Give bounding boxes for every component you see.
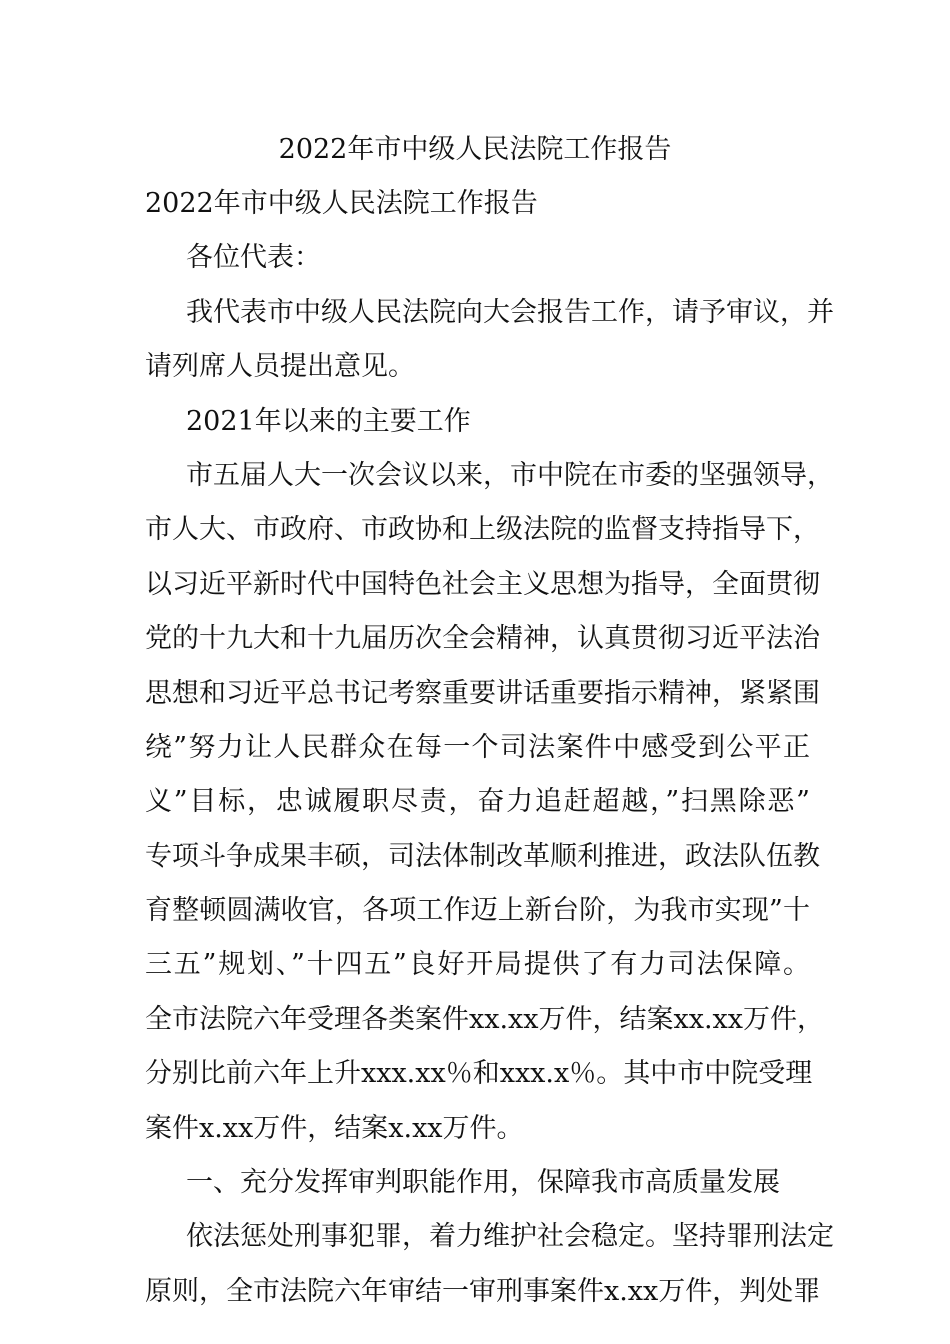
paragraph-line: 思想和习近平总书记考察重要讲话重要指示精神，紧紧围	[145, 677, 820, 709]
document-title: 2022年市中级人民法院工作报告	[278, 134, 672, 165]
paragraph-line: 三五”规划、”十四五”良好开局提供了有力司法保障。	[145, 949, 810, 981]
paragraph-line: 案件x.xx万件，结案x.xx万件。	[145, 1112, 524, 1144]
section-heading: 一、充分发挥审判职能作用，保障我市高质量发展	[186, 1167, 780, 1199]
document-body	[145, 177, 834, 1319]
paragraph-line: 绕”努力让人民群众在每一个司法案件中感受到公平正	[145, 731, 810, 763]
paragraph-line: 以习近平新时代中国特色社会主义思想为指导，全面贯彻	[145, 568, 820, 600]
subtitle-line: 2022年市中级人民法院工作报告	[145, 188, 538, 219]
paragraph-line: 市人大、市政府、市政协和上级法院的监督支持指导下，	[145, 514, 820, 546]
paragraph-line: 育整顿圆满收官，各项工作迈上新台阶，为我市实现”十	[145, 895, 810, 927]
paragraph-line: 义”目标，忠诚履职尽责，奋力追赶超越，”扫黑除恶”	[145, 786, 810, 818]
paragraph-line: 请列席人员提出意见。	[145, 351, 415, 383]
paragraph-line: 我代表市中级人民法院向大会报告工作，请予审议，并	[186, 296, 834, 328]
paragraph-line: 分别比前六年上升xxx.xx％和xxx.x％。其中市中院受理	[145, 1058, 813, 1090]
paragraph-line: 全市法院六年受理各类案件xx.xx万件，结案xx.xx万件，	[145, 1003, 824, 1035]
salutation-line: 各位代表：	[186, 242, 321, 274]
paragraph-line: 党的十九大和十九届历次全会精神，认真贯彻习近平法治	[145, 623, 820, 655]
section-heading: 2021年以来的主要工作	[186, 405, 471, 437]
paragraph-line: 依法惩处刑事犯罪，着力维护社会稳定。坚持罪刑法定	[186, 1221, 834, 1253]
paragraph-line: 市五届人大一次会议以来，市中院在市委的坚强领导，	[186, 459, 834, 491]
paragraph-line: 原则，全市法院六年审结一审刑事案件x.xx万件，判处罪	[145, 1275, 821, 1307]
paragraph-line: 专项斗争成果丰硕，司法体制改革顺利推进，政法队伍教	[145, 840, 820, 872]
